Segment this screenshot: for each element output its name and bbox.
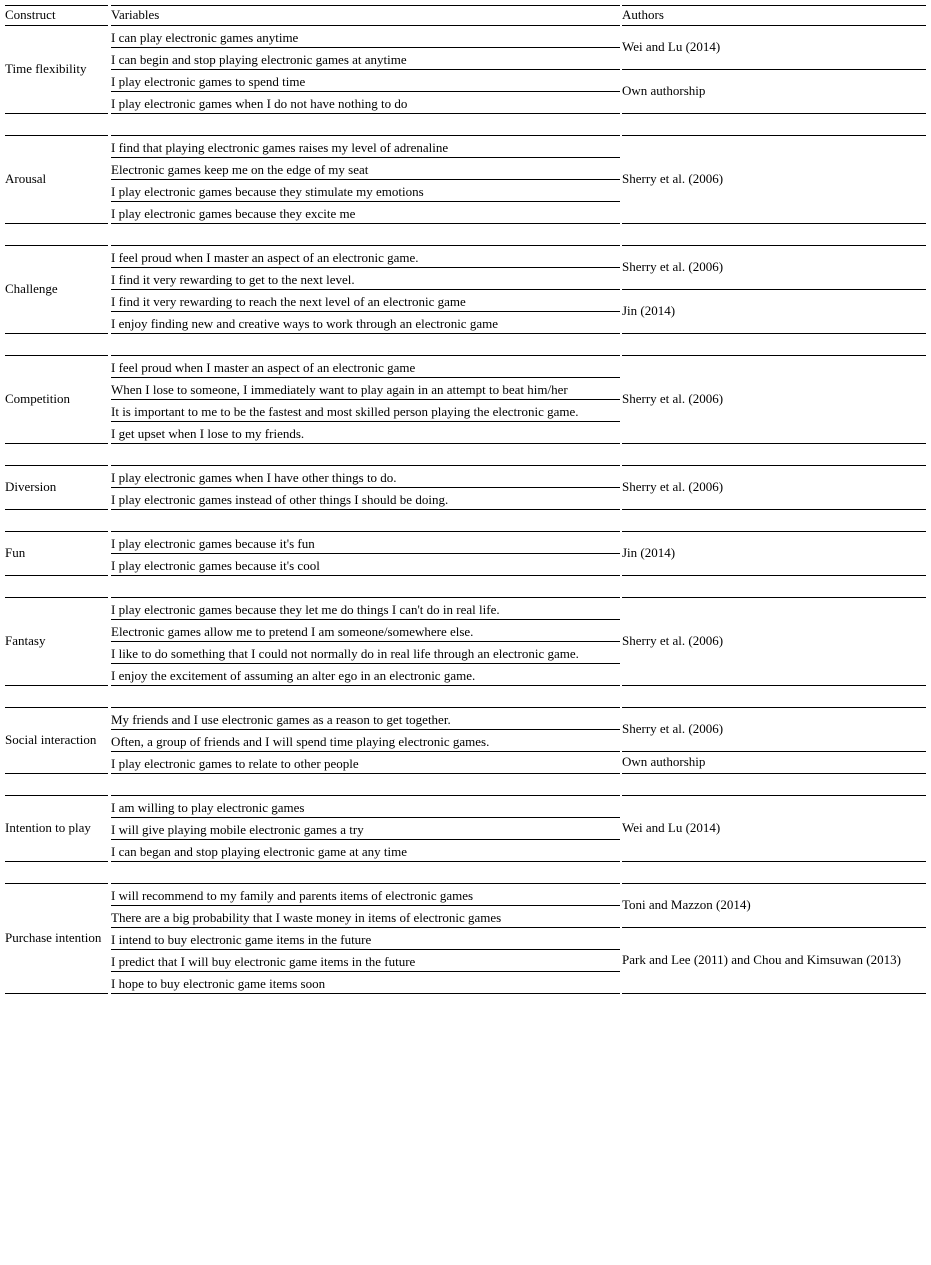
variable-item: I can begin and stop playing electronic games at anytime	[111, 52, 407, 67]
variable-item: I find that playing electronic games raises my level of adrenaline	[111, 140, 449, 155]
group-top-rule	[622, 245, 926, 246]
construct-label: Fun	[5, 545, 26, 560]
author-rule	[622, 927, 926, 928]
author-rule	[622, 751, 926, 752]
variable-rule	[111, 157, 620, 158]
variable-item: Often, a group of friends and I will spend time playing electronic games.	[111, 734, 490, 749]
variable-rule	[111, 949, 620, 950]
author-citation: Toni and Mazzon (2014)	[622, 897, 751, 912]
variable-item: I feel proud when I master an aspect of an electronic game.	[111, 250, 419, 265]
variable-rule	[111, 443, 620, 444]
group-top-rule	[622, 597, 926, 598]
variable-item: I hope to buy electronic game items soon	[111, 976, 326, 991]
author-citation: Own authorship	[622, 754, 706, 769]
construct-rule	[5, 773, 108, 774]
variable-rule	[111, 223, 620, 224]
construct-rule	[5, 993, 108, 994]
variable-item: I play electronic games to spend time	[111, 74, 306, 89]
group-top-rule	[5, 245, 108, 246]
group-top-rule	[5, 531, 108, 532]
group-top-rule	[111, 795, 620, 796]
variable-rule	[111, 619, 620, 620]
variable-item: I can play electronic games anytime	[111, 30, 299, 45]
group-top-rule	[5, 707, 108, 708]
header-top-rule	[111, 5, 620, 6]
author-rule	[622, 113, 926, 114]
group-top-rule	[111, 531, 620, 532]
construct-label: Intention to play	[5, 820, 91, 835]
header-construct: Construct	[5, 7, 56, 22]
variable-rule	[111, 179, 620, 180]
variable-rule	[111, 553, 620, 554]
variable-rule	[111, 905, 620, 906]
author-citation: Sherry et al. (2006)	[622, 633, 724, 648]
group-top-rule	[111, 355, 620, 356]
variable-rule	[111, 399, 620, 400]
author-citation: Wei and Lu (2014)	[622, 820, 721, 835]
group-top-rule	[111, 135, 620, 136]
construct-label: Purchase intention	[5, 930, 102, 945]
author-citation: Wei and Lu (2014)	[622, 39, 721, 54]
construct-rule	[5, 113, 108, 114]
group-top-rule	[5, 795, 108, 796]
variable-rule	[111, 641, 620, 642]
group-top-rule	[5, 597, 108, 598]
header-authors: Authors	[622, 7, 664, 22]
variable-item: It is important to me to be the fastest and most skilled person playing the electronic game.	[111, 404, 579, 419]
author-rule	[622, 773, 926, 774]
group-top-rule	[111, 465, 620, 466]
author-citation: Sherry et al. (2006)	[622, 259, 724, 274]
variable-item: I will give playing mobile electronic games a try	[111, 822, 364, 837]
header-bottom-rule	[111, 25, 620, 26]
author-citation: Own authorship	[622, 83, 706, 98]
variable-item: I find it very rewarding to reach the next level of an electronic game	[111, 294, 466, 309]
author-citation: Jin (2014)	[622, 545, 676, 560]
variable-rule	[111, 289, 620, 290]
variable-item: My friends and I use electronic games as a reason to get together.	[111, 712, 451, 727]
construct-label: Challenge	[5, 281, 58, 296]
author-rule	[622, 223, 926, 224]
variable-item: I enjoy finding new and creative ways to work through an electronic game	[111, 316, 498, 331]
variable-rule	[111, 421, 620, 422]
author-rule	[622, 993, 926, 994]
variable-item: I can began and stop playing electronic game at any time	[111, 844, 407, 859]
variable-rule	[111, 201, 620, 202]
author-citation: Sherry et al. (2006)	[622, 391, 724, 406]
variable-rule	[111, 575, 620, 576]
group-top-rule	[622, 883, 926, 884]
construct-rule	[5, 443, 108, 444]
variable-item: Electronic games keep me on the edge of my seat	[111, 162, 369, 177]
variable-item: I am willing to play electronic games	[111, 800, 305, 815]
variable-item: I play electronic games because it's cool	[111, 558, 320, 573]
author-rule	[622, 509, 926, 510]
group-top-rule	[111, 597, 620, 598]
group-top-rule	[111, 245, 620, 246]
header-bottom-rule	[5, 25, 108, 26]
group-top-rule	[622, 531, 926, 532]
group-top-rule	[622, 355, 926, 356]
variable-item: I intend to buy electronic game items in the future	[111, 932, 372, 947]
author-citation: Sherry et al. (2006)	[622, 721, 724, 736]
group-top-rule	[622, 465, 926, 466]
construct-label: Competition	[5, 391, 70, 406]
group-top-rule	[111, 707, 620, 708]
variable-item: I play electronic games when I do not have nothing to do	[111, 96, 408, 111]
author-rule	[622, 333, 926, 334]
variable-rule	[111, 685, 620, 686]
author-citation: Sherry et al. (2006)	[622, 171, 724, 186]
variable-rule	[111, 113, 620, 114]
construct-rule	[5, 333, 108, 334]
variable-rule	[111, 817, 620, 818]
group-top-rule	[622, 135, 926, 136]
group-top-rule	[622, 707, 926, 708]
variable-rule	[111, 311, 620, 312]
variable-item: I will recommend to my family and parents items of electronic games	[111, 888, 474, 903]
variable-rule	[111, 861, 620, 862]
variable-rule	[111, 839, 620, 840]
variable-rule	[111, 509, 620, 510]
header-top-rule	[5, 5, 108, 6]
group-top-rule	[622, 795, 926, 796]
construct-label: Time flexibility	[5, 61, 87, 76]
variable-rule	[111, 729, 620, 730]
author-citation: Sherry et al. (2006)	[622, 479, 724, 494]
header-top-rule	[622, 5, 926, 6]
author-rule	[622, 575, 926, 576]
variable-item: When I lose to someone, I immediately want to play again in an attempt to beat him/her	[111, 382, 568, 397]
author-rule	[622, 861, 926, 862]
variable-item: I like to do something that I could not normally do in real life through an electronic game.	[111, 646, 579, 661]
variable-item: I find it very rewarding to get to the next level.	[111, 272, 355, 287]
construct-rule	[5, 861, 108, 862]
author-rule	[622, 685, 926, 686]
variable-item: I play electronic games to relate to other people	[111, 756, 359, 771]
variable-item: I feel proud when I master an aspect of an electronic game	[111, 360, 416, 375]
variable-item: I get upset when I lose to my friends.	[111, 426, 305, 441]
variable-item: I enjoy the excitement of assuming an alter ego in an electronic game.	[111, 668, 476, 683]
construct-label: Arousal	[5, 171, 47, 186]
variable-item: I play electronic games because it's fun	[111, 536, 315, 551]
construct-rule	[5, 685, 108, 686]
author-rule	[622, 443, 926, 444]
variable-item: Electronic games allow me to pretend I am someone/somewhere else.	[111, 624, 474, 639]
variable-rule	[111, 971, 620, 972]
author-citation: Park and Lee (2011) and Chou and Kimsuwan (2013)	[622, 952, 901, 967]
group-top-rule	[5, 135, 108, 136]
author-rule	[622, 289, 926, 290]
variable-item: I predict that I will buy electronic game items in the future	[111, 954, 416, 969]
header-variables: Variables	[111, 7, 160, 22]
construct-label: Social interaction	[5, 732, 97, 747]
construct-label: Fantasy	[5, 633, 46, 648]
variable-rule	[111, 333, 620, 334]
variable-rule	[111, 773, 620, 774]
group-top-rule	[5, 465, 108, 466]
variable-rule	[111, 377, 620, 378]
variable-item: I play electronic games instead of other things I should be doing.	[111, 492, 449, 507]
variable-rule	[111, 267, 620, 268]
variable-item: I play electronic games because they excite me	[111, 206, 356, 221]
author-rule	[622, 69, 926, 70]
variable-item: I play electronic games because they stimulate my emotions	[111, 184, 424, 199]
group-top-rule	[5, 355, 108, 356]
variable-rule	[111, 47, 620, 48]
group-top-rule	[111, 883, 620, 884]
construct-rule	[5, 575, 108, 576]
author-citation: Jin (2014)	[622, 303, 676, 318]
variable-rule	[111, 487, 620, 488]
variable-rule	[111, 751, 620, 752]
variable-rule	[111, 993, 620, 994]
variable-rule	[111, 69, 620, 70]
construct-rule	[5, 509, 108, 510]
header-bottom-rule	[622, 25, 926, 26]
variable-item: I play electronic games when I have other things to do.	[111, 470, 397, 485]
construct-rule	[5, 223, 108, 224]
variable-item: There are a big probability that I waste money in items of electronic games	[111, 910, 502, 925]
variable-rule	[111, 663, 620, 664]
variable-rule	[111, 927, 620, 928]
group-top-rule	[5, 883, 108, 884]
variable-rule	[111, 91, 620, 92]
variable-item: I play electronic games because they let me do things I can't do in real life.	[111, 602, 500, 617]
construct-label: Diversion	[5, 479, 57, 494]
